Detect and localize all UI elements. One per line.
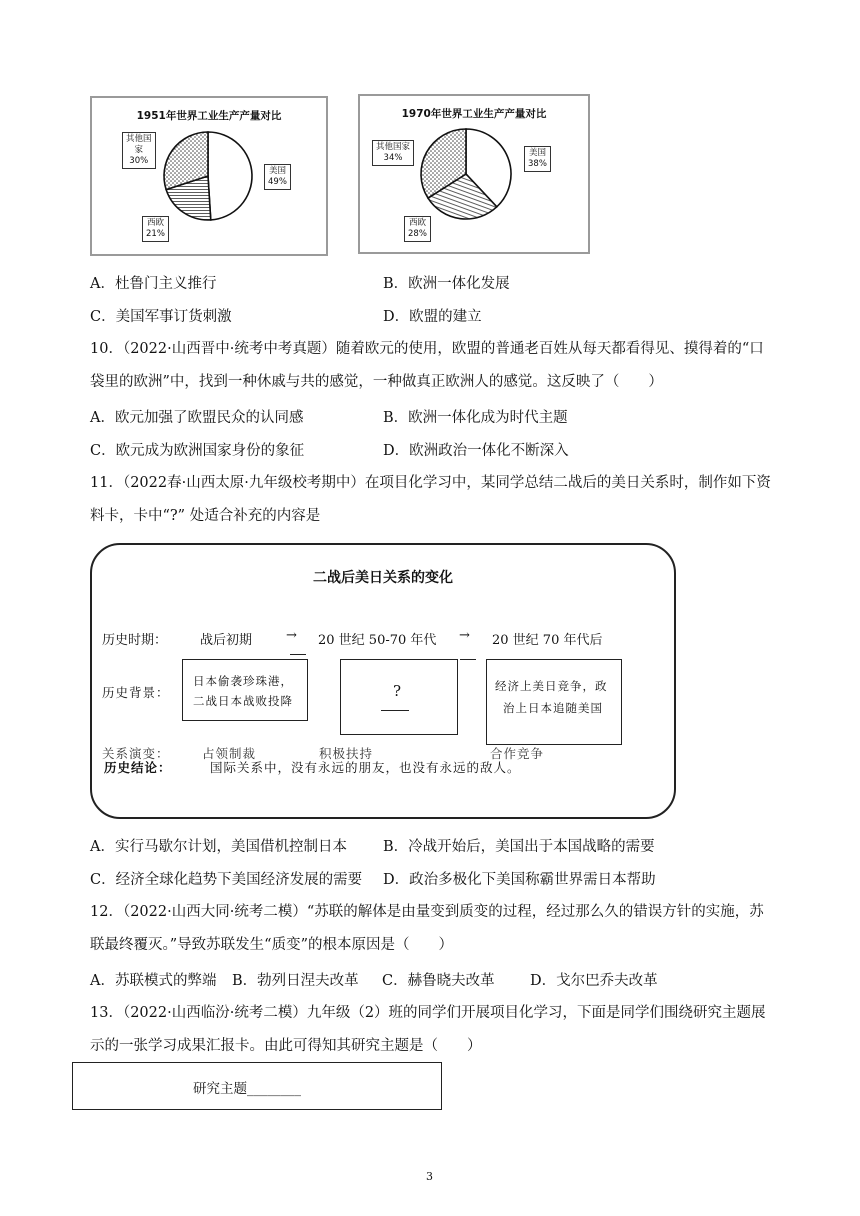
us-japan-info-card (90, 543, 676, 819)
page-number: 3 (426, 1170, 433, 1183)
q10-option-d[interactable]: D．欧洲政治一体化不断深入 (383, 443, 569, 459)
label-weu-1970: 西欧 28% (404, 216, 431, 242)
relation-2: 积极扶持 (319, 746, 374, 761)
q13-stem-line2: 示的一张学习成果汇报卡。由此可得知其研究主题是（ ） (90, 1038, 482, 1054)
q9-option-d[interactable]: D．欧盟的建立 (383, 309, 482, 325)
background-box-1 (182, 659, 308, 721)
background-label: 历史背景： (102, 685, 170, 700)
arrow-icon: → (286, 628, 297, 643)
pie-slice-us (208, 132, 252, 220)
background-box-3 (486, 659, 622, 745)
q13-stem-line1: 13．（2022·山西临汾·统考二模）九年级（2）班的同学们开展项目化学习，下面是同学们围绕研究主题展 (90, 1005, 766, 1021)
background-box-2 (340, 659, 458, 735)
relation-3: 合作竞争 (490, 746, 545, 761)
arrow-icon (460, 659, 476, 660)
pie-svg-1970 (360, 96, 588, 252)
label-other-1951: 其他国 家 30% (122, 132, 156, 169)
q11-option-c[interactable]: C．经济全球化趋势下美国经济发展的需要 (90, 872, 363, 888)
box3-line2: 治上日本追随美国 (503, 701, 603, 715)
label-us-1970: 美国 38% (524, 146, 551, 172)
relation-label: 关系演变： (102, 746, 170, 761)
pie-chart-1970 (358, 94, 590, 254)
q9-option-c[interactable]: C．美国军事订货刺激 (90, 309, 232, 325)
conclusion-label: 历史结论： (104, 760, 172, 775)
box2-question-mark: ? (393, 682, 402, 700)
relation-1: 占领制裁 (202, 746, 257, 761)
q9-option-b[interactable]: B．欧洲一体化发展 (383, 276, 510, 292)
q11-option-d[interactable]: D．政治多极化下美国称霸世界需日本帮助 (383, 872, 656, 888)
q12-option-b[interactable]: B．勃列日涅夫改革 (232, 973, 359, 989)
q12-option-a[interactable]: A．苏联模式的弊端 (90, 973, 217, 989)
q11-option-b[interactable]: B．冷战开始后，美国出于本国战略的需要 (383, 839, 655, 855)
q10-stem-line1: 10．（2022·山西晋中·统考中考真题）随着欧元的使用，欧盟的普通老百姓从每天都看得见、摸得着的“口 (90, 341, 764, 357)
label-us-1951: 美国 49% (264, 164, 291, 190)
card-title: 二战后美日关系的变化 (313, 570, 453, 586)
pie-chart-1951 (90, 96, 328, 256)
q11-option-a[interactable]: A．实行马歇尔计划，美国借机控制日本 (90, 839, 347, 855)
box3-line1: 经济上美日竞争，政 (495, 679, 608, 693)
q11-stem-line1: 11．（2022春·山西太原·九年级校考期中）在项目化学习中，某同学总结二战后的美日关系时，制作如下资 (90, 475, 771, 491)
conclusion-text: 国际关系中，没有永远的朋友，也没有永远的敌人。 (210, 760, 521, 775)
period-3: 20 世纪 70 年代后 (492, 633, 603, 648)
box1-line1: 日本偷袭珍珠港， (193, 674, 293, 688)
research-topic-label: 研究主题________ (193, 1081, 301, 1097)
q12-option-c[interactable]: C．赫鲁晓夫改革 (382, 973, 495, 989)
period-label: 历史时期： (102, 633, 168, 648)
box1-line2: 二战日本战败投降 (193, 694, 293, 708)
q12-stem-line1: 12．（2022·山西大同·统考二模）“苏联的解体是由量变到质变的过程，经过那么久的错误方针的实施，苏 (90, 904, 764, 920)
arrow-icon: → (459, 628, 470, 643)
research-topic-box (72, 1062, 442, 1110)
period-2: 20 世纪 50-70 年代 (318, 633, 437, 648)
box2-blank-line (381, 710, 409, 711)
arrow-icon (290, 654, 306, 655)
chart-title-1951: 1951年世界工业生产产量对比 (136, 110, 282, 122)
q12-stem-line2: 联最终覆灭。”导致苏联发生“质变”的根本原因是（ ） (90, 937, 453, 953)
q9-option-a[interactable]: A．杜鲁门主义推行 (90, 276, 217, 292)
q10-stem-line2: 袋里的欧洲”中，找到一种休戚与共的感觉，一种做真正欧洲人的感觉。这反映了（ ） (90, 374, 663, 390)
q10-option-b[interactable]: B．欧洲一体化成为时代主题 (383, 410, 568, 426)
q11-stem-line2: 料卡，卡中“?” 处适合补充的内容是 (90, 508, 321, 524)
q12-option-d[interactable]: D．戈尔巴乔夫改革 (530, 973, 658, 989)
q10-option-a[interactable]: A．欧元加强了欧盟民众的认同感 (90, 410, 304, 426)
q10-option-c[interactable]: C．欧元成为欧洲国家身份的象征 (90, 443, 305, 459)
label-weu-1951: 西欧 21% (142, 216, 169, 242)
period-1: 战后初期 (200, 633, 253, 648)
label-other-1970: 其他国家 34% (372, 140, 414, 166)
chart-title-1970: 1970年世界工业生产产量对比 (401, 108, 547, 120)
